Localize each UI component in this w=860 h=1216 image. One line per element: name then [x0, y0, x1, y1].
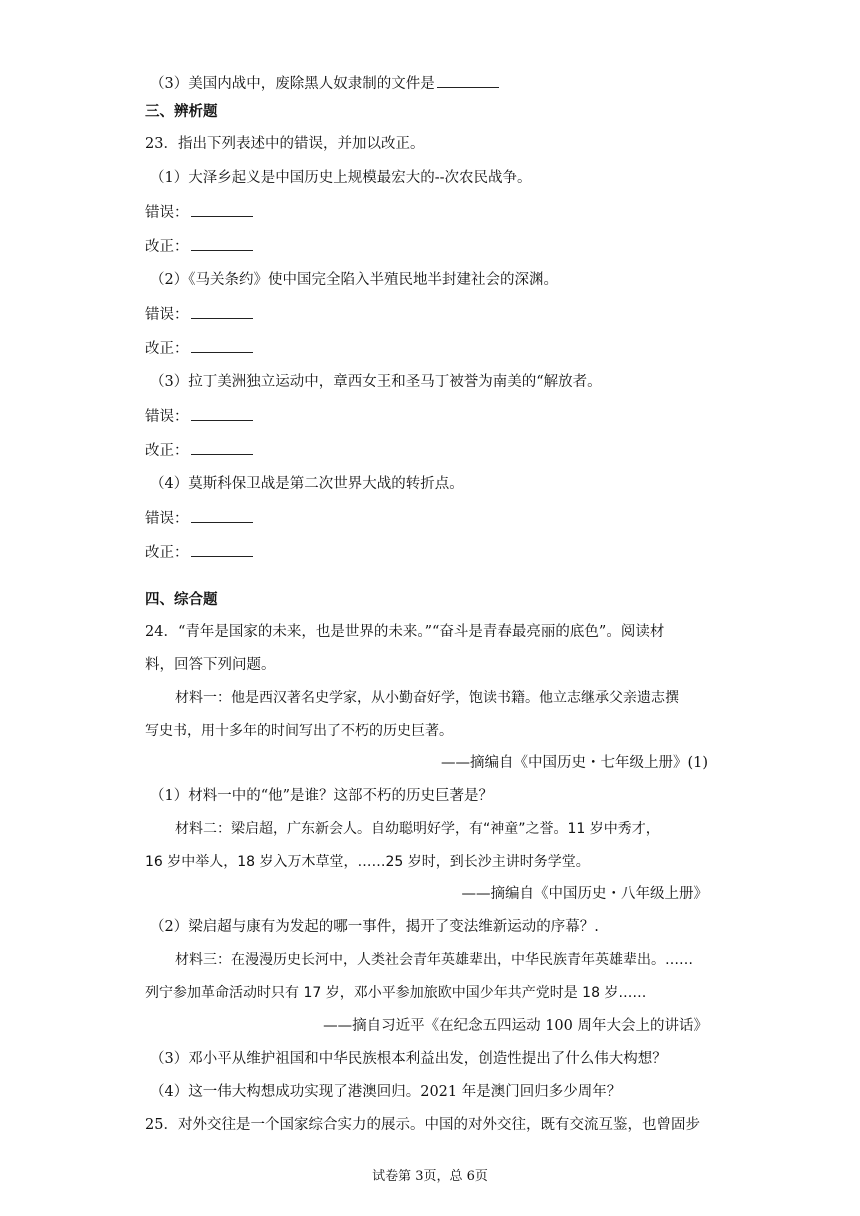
section-4-heading: 四、综合题 [145, 592, 218, 608]
question-24-2: （2）梁启超与康有为发起的哪一事件，揭开了变法维新运动的序幕？. [150, 919, 599, 935]
material-1-line-b: 写史书，用十多年的时间写出了不朽的历史巨著。 [145, 723, 453, 739]
wrong-row-1: 错误： [145, 202, 253, 223]
material-3-source: ——摘自习近平《在纪念五四运动 100 周年大会上的讲话》 [323, 1018, 708, 1034]
question-23-1: （1）大泽乡起义是中国历史上规模最宏大的--次农民战争。 [150, 170, 532, 186]
answer-blank[interactable] [191, 202, 253, 217]
material-2-line-b: 16 岁中举人，18 岁入万木草堂，……25 岁时，到长沙主讲时务学堂。 [145, 854, 590, 870]
question-25: 25．对外交往是一个国家综合实力的展示。中国的对外交往，既有交流互鉴，也曾固步 [145, 1117, 700, 1133]
question-24-line-a: 24．“青年是国家的未来，也是世界的未来。”“奋斗是青春最亮丽的底色”。阅读材 [145, 624, 665, 640]
answer-blank[interactable] [191, 304, 253, 319]
wrong-row-2: 错误： [145, 304, 253, 325]
fix-row-1: 改正： [145, 236, 253, 257]
answer-blank[interactable] [191, 542, 253, 557]
fix-row-2: 改正： [145, 338, 253, 359]
material-2-line-a: 材料二：梁启超，广东新会人。自幼聪明好学，有“神童”之誉。11 岁中秀才， [175, 821, 660, 837]
answer-blank[interactable] [191, 406, 253, 421]
fix-row-4: 改正： [145, 542, 253, 563]
wrong-row-4: 错误： [145, 508, 253, 529]
material-2-source: ——摘编自《中国历史・八年级上册》 [461, 886, 708, 902]
question-24-4: （4）这一伟大构想成功实现了港澳回归。2021 年是澳门回归多少周年？ [150, 1084, 622, 1100]
question-23-2: （2）《马关条约》使中国完全陷入半殖民地半封建社会的深渊。 [150, 272, 558, 288]
answer-blank[interactable] [191, 338, 253, 353]
question-24-line-b: 料，回答下列问题。 [145, 657, 276, 673]
material-3-line-b: 列宁参加革命活动时只有 17 岁，邓小平参加旅欧中国少年共产党时是 18 岁…… [145, 985, 647, 1001]
answer-blank[interactable] [437, 73, 499, 88]
question-23-4: （4）莫斯科保卫战是第二次世界大战的转折点。 [150, 476, 464, 492]
wrong-row-3: 错误： [145, 406, 253, 427]
material-1-line-a: 材料一：他是西汉著名史学家，从小勤奋好学，饱读书籍。他立志继承父亲遗志撰 [175, 690, 679, 706]
answer-blank[interactable] [191, 508, 253, 523]
material-3-line-a: 材料三：在漫漫历史长河中，人类社会青年英雄辈出，中华民族青年英雄辈出。…… [175, 952, 693, 968]
answer-blank[interactable] [191, 236, 253, 251]
section-3-heading: 三、辨析题 [145, 104, 218, 120]
answer-blank[interactable] [191, 440, 253, 455]
question-24-3: （3）邓小平从维护祖国和中华民族根本利益出发，创造性提出了什么伟大构想？ [150, 1051, 667, 1067]
question-22-3: （3）美国内战中，废除黑人奴隶制的文件是 [150, 73, 499, 94]
fix-row-3: 改正： [145, 440, 253, 461]
question-23-3: （3）拉丁美洲独立运动中，章西女王和圣马丁被誉为南美的“解放者。 [150, 374, 602, 390]
material-1-source: ——摘编自《中国历史・七年级上册》(1) [440, 755, 708, 771]
page-footer: 试卷第 3页，总 6页 [372, 1169, 488, 1184]
question-24-1: （1）材料一中的“他”是谁？这部不朽的历史巨著是？ [150, 788, 494, 804]
question-23: 23．指出下列表述中的错误，并加以改正。 [145, 136, 425, 152]
